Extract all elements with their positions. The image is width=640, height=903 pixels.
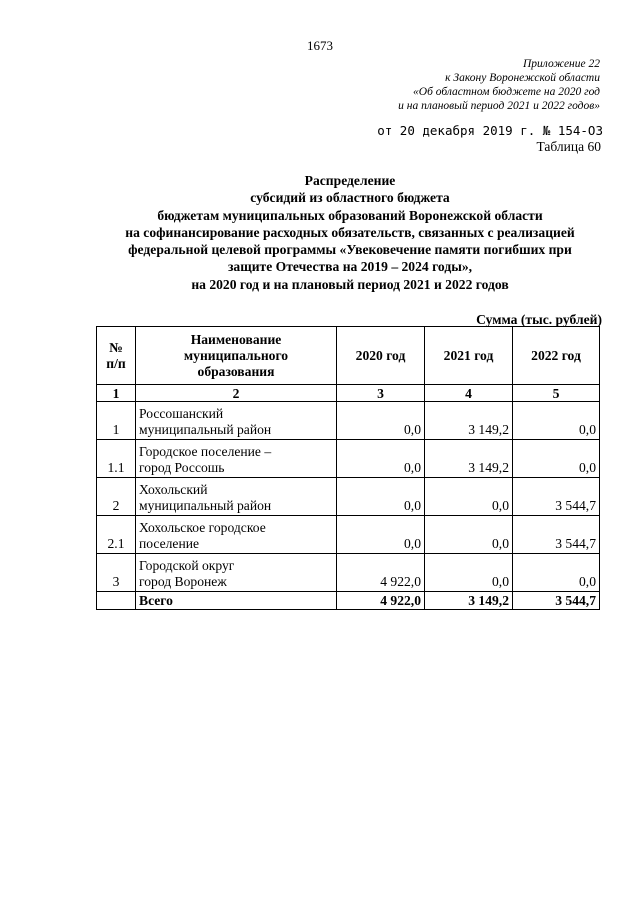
header-2022: 2022 год bbox=[513, 327, 600, 385]
total-2020: 4 922,0 bbox=[337, 592, 425, 610]
municipality-name: Хохольское городское поселение bbox=[136, 516, 337, 554]
value-2021: 0,0 bbox=[425, 516, 513, 554]
column-index: 5 bbox=[513, 385, 600, 402]
value-2021: 0,0 bbox=[425, 554, 513, 592]
value-2020: 4 922,0 bbox=[337, 554, 425, 592]
table-row bbox=[97, 478, 600, 516]
value-2022: 3 544,7 bbox=[513, 478, 600, 516]
value-2021: 3 149,2 bbox=[425, 440, 513, 478]
appendix-line: и на плановый период 2021 и 2022 годов» bbox=[398, 100, 600, 112]
appendix-note bbox=[398, 57, 600, 113]
appendix-line: к Закону Воронежской области bbox=[445, 72, 600, 84]
title-line: на софинансирование расходных обязательств, связанных с реализацией bbox=[125, 224, 575, 240]
page-number: 1673 bbox=[307, 38, 333, 53]
row-number: 2.1 bbox=[97, 516, 136, 554]
appendix-line: Приложение 22 bbox=[522, 58, 600, 70]
total-label: Всего bbox=[136, 592, 337, 610]
value-2021: 0,0 bbox=[425, 478, 513, 516]
header-2020: 2020 год bbox=[337, 327, 425, 385]
total-number-cell bbox=[97, 592, 136, 610]
header-number: № п/п bbox=[97, 327, 136, 385]
municipality-name: Россошанский муниципальный район bbox=[136, 402, 337, 440]
header-row bbox=[97, 327, 600, 385]
title-line: бюджетам муниципальных образований Воронежской области bbox=[157, 207, 543, 223]
total-row bbox=[97, 592, 600, 610]
value-2022: 3 544,7 bbox=[513, 516, 600, 554]
title-line: на 2020 год и на плановый период 2021 и 2022 годов bbox=[191, 276, 509, 292]
row-number: 3 bbox=[97, 554, 136, 592]
table-row bbox=[97, 516, 600, 554]
table-row bbox=[97, 402, 600, 440]
row-number: 1 bbox=[97, 402, 136, 440]
header-name: Наименование муниципального образования bbox=[136, 327, 337, 385]
title-line: федеральной целевой программы «Увековечение памяти погибших при bbox=[128, 242, 572, 258]
title-line: защите Отечества на 2019 – 2024 годы», bbox=[227, 259, 473, 275]
column-index: 4 bbox=[425, 385, 513, 402]
total-2022: 3 544,7 bbox=[513, 592, 600, 610]
column-index: 1 bbox=[97, 385, 136, 402]
title-line: субсидий из областного бюджета bbox=[250, 190, 450, 206]
table-row bbox=[97, 440, 600, 478]
header-2021: 2021 год bbox=[425, 327, 513, 385]
value-2022: 0,0 bbox=[513, 554, 600, 592]
municipality-name: Хохольский муниципальный район bbox=[136, 478, 337, 516]
appendix-line: «Об областном бюджете на 2020 год bbox=[413, 86, 600, 98]
row-number: 1.1 bbox=[97, 440, 136, 478]
document-title bbox=[90, 172, 610, 293]
value-2022: 0,0 bbox=[513, 440, 600, 478]
subsidy-table bbox=[96, 326, 600, 610]
title-line: Распределение bbox=[304, 173, 396, 188]
municipality-name: Городское поселение – город Россошь bbox=[136, 440, 337, 478]
table-row bbox=[97, 554, 600, 592]
value-2020: 0,0 bbox=[337, 402, 425, 440]
municipality-name: Городской округ город Воронеж bbox=[136, 554, 337, 592]
value-2020: 0,0 bbox=[337, 516, 425, 554]
value-2022: 0,0 bbox=[513, 402, 600, 440]
column-index: 3 bbox=[337, 385, 425, 402]
column-index: 2 bbox=[136, 385, 337, 402]
value-2020: 0,0 bbox=[337, 440, 425, 478]
law-date: от 20 декабря 2019 г. № 154-ОЗ bbox=[377, 123, 603, 138]
column-index-row bbox=[97, 385, 600, 402]
value-2020: 0,0 bbox=[337, 478, 425, 516]
row-number: 2 bbox=[97, 478, 136, 516]
units-label: Сумма (тыс. рублей) bbox=[476, 312, 602, 327]
total-2021: 3 149,2 bbox=[425, 592, 513, 610]
value-2021: 3 149,2 bbox=[425, 402, 513, 440]
table-label: Таблица 60 bbox=[536, 139, 601, 154]
